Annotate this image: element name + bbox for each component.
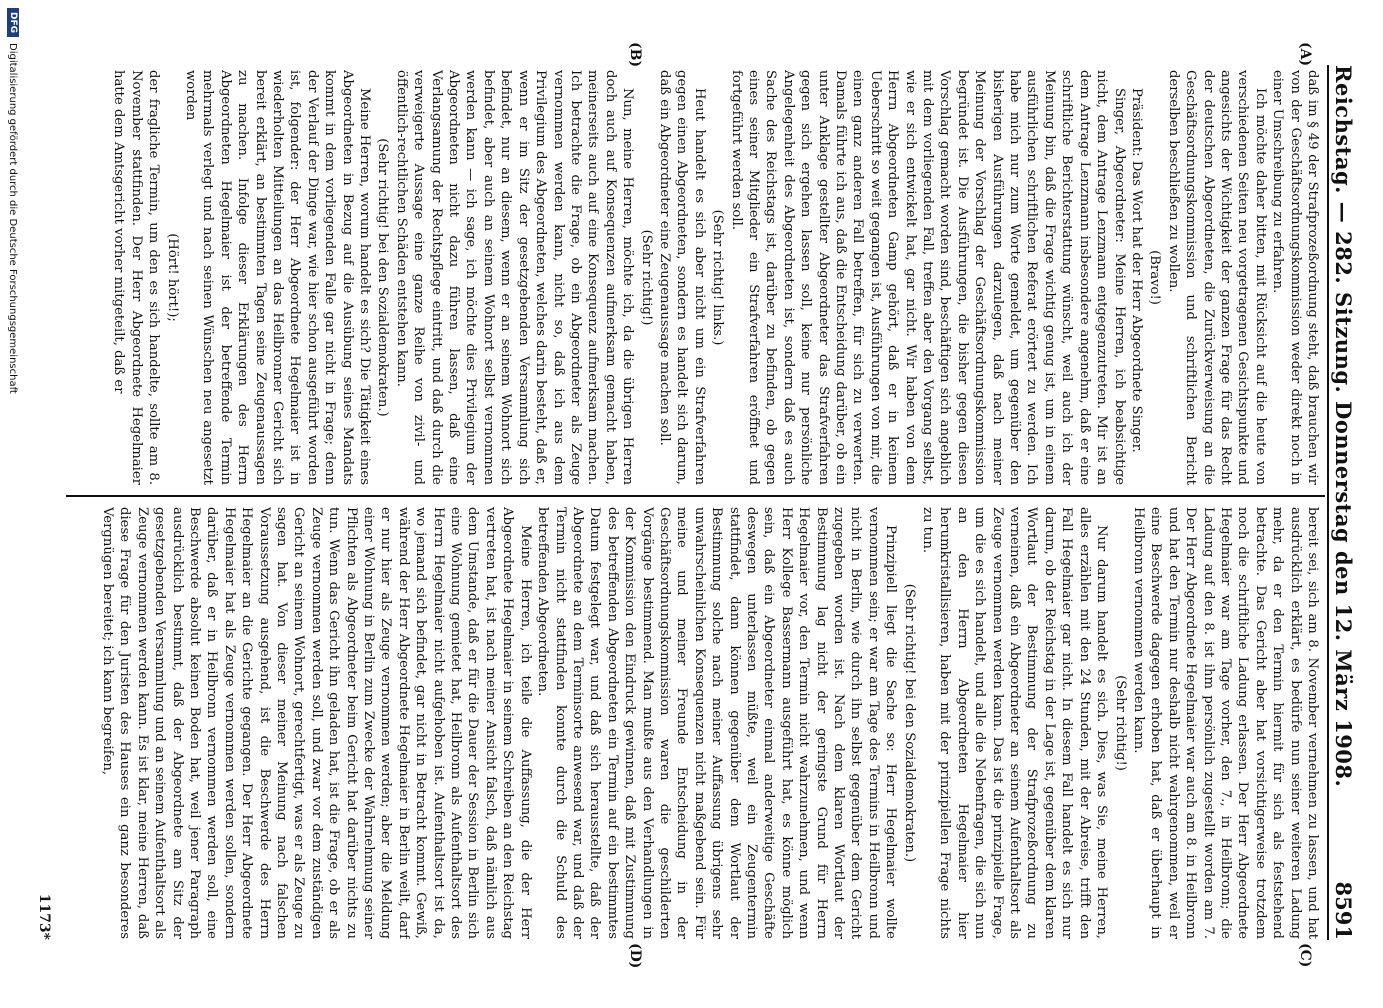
left-interjection: (Sehr richtig!) (638, 229, 654, 326)
margin-mark-d: (D) (627, 943, 643, 969)
footer-signature: 1173* (36, 893, 52, 940)
left-paragraph: Nun, meine Herren, möchte ich, da die übrigen Herren doch auch auf Konsequenzen aufmerksam gemacht haben, meinerseits auch auf eine Konsequenz aufmerksam machen. Ich betrachte die Frage, ob ein Abgeordneter als Zeuge vernommen werden kann, nicht so, daß ich aus dem Privilegium des Abgeordneten, welches darin besteht, daß er, wenn er im Sitz der gesetzgebenden Versammlung sich befindet, nur an diesem, wenn er an seinem Wohnort sich befindet, aber auch an seinem Wohnort selbst vernommen werden kann — ich sage, ich möchte dies Privilegium der Abgeordneten nicht dazu führen lassen, daß eine Verlangsamung der Rechtspflege eintritt, und daß durch die verweigerte Aussage eine ganze Reihe von zivil- und öffentlich-rechtlichen Schäden entstehen kann. (393, 70, 636, 485)
right-interjection: (Sehr richtig!) (1112, 675, 1128, 771)
right-interjection: (Sehr richtig! bei den Sozialdemokraten.) (901, 583, 917, 863)
margin-mark-a: (A) (1297, 42, 1313, 67)
right-paragraph: Nur darum handelt es sich. Dies, was Sie, meine Herren, alles erzählen mit den 24 Stunden, mit der Abreise, trifft den Fall Hegelmaier gar nicht. In diesem Fall handelt es sich nur darum, ob der Reichstag in der Lage ist, gegenüber dem klaren Wortlaut der Bestimmung der Strafprozeßordnung zu verneinen, daß ein Abgeordneter an seinem Aufenthaltsort als Zeuge vernommen werden kann. Das ist die prinzipielle Frage, um die es sich handelt, und alle die Nebenfragen, die sich nun an den Herrn Abgeordneten Hegelmaier hier herumkristallisieren, haben mit der prinzipiellen Frage nichts zu tun. (920, 507, 1110, 939)
right-paragraph: bereit sei, sich am 8. November vernehmen zu lassen, und hat ausdrücklich erklärt, es bedürfe nun seiner weiteren Ladung mehr, da er den Termin hiermit für sich als feststehend betrachte. Das Gericht aber hat vorsichtigerweise trotzdem noch die schriftliche Ladung erlassen. Der Herr Abgeordnete Hegelmaier war am Tage vorher, den 7., in Heilbronn; die Ladung auf den 8. ist ihm persönlich zugestellt worden am 7. Der Herr Abgeordnete Hegelmaier war auch am 8. in Heilbronn und hat den Termin nur deshalb nicht wahrgenommen, weil er eine Beschwerde dagegen erhoben hat, daß er überhaupt in Heilbronn vernommen werden kann. (1130, 507, 1320, 939)
left-paragraph: Singer, Abgeordneter: Meine Herren, ich beabsichtige nicht, dem Antrage Lenzmann entgegenzutreten. Mir ist an dem Antrage Lenzmann insbesondere angenehm, daß er eine schriftliche Berichterstattung wünscht, weil auch ich der Meinung bin, daß die Frage wichtig genug ist, um in einem ausführlichen schriftlichen Referat erörtert zu werden. Ich habe mich nur zum Worte gemeldet, um gegenüber den bisherigen Ausführungen darzulegen, daß nach meiner Meinung der Vorschlag der Geschäftsordnungskommission begründet ist. Die Ausführungen, die bisher gegen diesen Vorschlag gemacht worden sind, beschäftigen sich angeblich mit dem vorliegenden Fall, treffen aber den Vorgang selbst, wie er sich entwickelt hat, gar nicht. Wir haben von dem Herrn Abgeordneten Gamp gehört, daß er in keinem Ueberschritt so weit gegangen ist, Ausführungen von mir, die einen ganz anderen Fall betreffen, für sich zu verwerten. Damals führte ich aus, daß die Entscheidung darüber, ob ein unter Anklage gestellter Abgeordneter das Strafverfahren gegen sich ergehen lassen soll, keine nur persönliche Angelegenheit des Abgeordneten ist, sondern daß es auch Sache des Reichstags ist, darüber zu befinden, ob gegen eines seiner Mitglieder ein Strafverfahren eröffnet und fortgeführt werden soll. (728, 70, 1127, 485)
right-column (66, 507, 1321, 939)
page-header (1327, 65, 1365, 940)
header-page-number: 8591 (1331, 881, 1356, 940)
left-paragraph: Meine Herren, worum handelt es sich? Die Tätigkeit eines Abgeordneten in Bezug auf die Ausübung seines Mandats kommt in dem vorliegenden Falle gar nicht in Frage; denn der Verlauf der Dinge war, wie hier schon ausgeführt worden ist, folgender: der Herr Abgeordnete Hegelmaier ist in wiederholten Mitteilungen an das Heilbronner Gericht sich bereit erklärt, an bestimmten Tagen seine Zeugenaussagen zu machen. Infolge dieser Erklärungen des Herrn Abgeordneten Hegelmaier ist der betreffende Termin mehrmals verlegt und nach seinen Wünschen neu angesetzt worden (183, 70, 373, 485)
left-paragraph: Präsident: Das Wort hat der Herr Abgeordnete Singer. (1128, 88, 1144, 453)
left-interjection: (Sehr richtig! links.) (710, 209, 726, 346)
left-interjection: (Bravo!) (1147, 250, 1163, 305)
left-column (66, 70, 1321, 485)
column-divider (66, 495, 1325, 497)
left-paragraph: der fragliche Termin, um den es sich handelte, sollte am 8. November stattfinden. Der Herr Abgeordnete Hegelmaier hatte dem Amtsgericht vorher mitgeteilt, daß er (111, 70, 162, 485)
credit-text: Digitalisierung gefördert durch die Deutsche Forschungsgemeinschaft (7, 43, 19, 394)
left-paragraph: Heut handelt es sich aber nicht um ein Strafverfahren gegen einen Abgeordneten, sondern es handelt sich darum, daß ein Abgeordneter eine Zeugenaussage machen soll. (656, 70, 707, 485)
right-paragraph: Meine Herren, ich teile die Auffassung, die der Herr Abgeordnete Hegelmaier in seinem Schreiben an den Reichstag vertreten hat, ist nach meiner Ansicht falsch, daß nämlich aus dem Umstande, daß er für die Dauer der Session in Berlin sich eine Wohnung gemietet hat, Heilbronn als Aufenthaltsort des Herrn Hegelmaier nicht aufgehoben ist. Aufenthaltsort ist da, wo jemand sich befindet, gar nicht in Betracht kommt. Gewiß, während der Herr Abgeordnete Hegelmaier in Berlin weilt, darf er nur hier als Zeuge vernommen werden; aber die Meldung einer Wohnung in Berlin zum Zwecke der Wahrnehmung seiner Pflichten als Abgeordneter beim Gericht hat darüber nichts zu tun. Wenn das Gericht ihn geladen hat, ist die Frage, ob er als Zeuge vernommen werden soll, und zwar vor dem zuständigen Gericht an seinem Wohnort, gerechtfertigt, was er als Zeuge zu sagen hat. Von dieser meiner Meinung nach falschen Voraussetzung ausgehend, ist die Beschwerde des Herrn Hegelmaier an die Gerichte gegangen. Der Herr Abgeordnete Hegelmaier hat als Zeuge vernommen werden sollen, sondern darüber, daß er in Heilbronn vernommen werden soll, eine Beschwerde absolut keinen Boden hat, weil jener Paragraph ausdrücklich bestimmt, daß der Abgeordnete am Sitz der gesetzgebenden Versammlung und an seinem Aufenthaltsort als Zeuge vernommen werden kann. Es ist klar, meine Herren, daß diese Frage für den Juristen des Hauses ein ganz besonderes Vergnügen bereitet; ich kann begreifen, (99, 507, 533, 939)
left-interjection: (Hört! hört!); (164, 233, 180, 322)
left-interjection: (Sehr richtig! bei den Sozialdemokraten.) (375, 138, 391, 417)
header-title: Reichstag. — 282. Sitzung. Donnerstag den 12. März 1908. (1331, 65, 1356, 788)
margin-mark-b: (B) (627, 42, 643, 68)
dfg-logo: DFG (7, 8, 19, 37)
right-paragraph: Prinzipiell liegt die Sache so: Herr Hegelmaier wollte vernommen sein; er war am Tage des Termins in Heilbronn und nicht in Berlin, wie durch ihn selbst gegenüber dem Gericht zugegeben worden ist. Nach dem klaren Wortlaut der Bestimmung lag nicht der geringste Grund für Herrn Hegelmaier vor, den Termin nicht wahrzunehmen, und wenn Herr Kollege Bassermann ausgeführt hat, es könne möglich sein, daß ein Abgeordneter einmal anderweitige Geschäfte deswegen unterlassen müßte, weil ein Zeugentermin stattfindet, dann können gegenüber dem Wortlaut der Bestimmung solche nach meiner Auffassung übrigens sehr unwahrscheinlichen Konsequenzen nicht maßgebend sein. Für meine und meiner Freunde Entscheidung in der Geschäftsordnungskommission waren die geschilderten Vorgänge bestimmend. Man mußte aus den Verhandlungen in der Kommission den Eindruck gewinnen, daß mit Zustimmung des betreffenden Abgeordneten ein Termin auf ein bestimmtes Datum festgelegt war, und daß sich herausstellte, daß der Abgeordnete an dem Terminsorte anwesend war, und daß der Termin nicht stattfinden konnte durch die Schuld des betreffenden Abgeordneten. (535, 507, 899, 939)
margin-mark-c: (C) (1297, 943, 1313, 968)
left-paragraph: Ich möchte daher bitten, mit Rücksicht auf die heute von verschiedenen Seiten neu vorgetragenen Gesichtspunkte und angesichts der Wichtigkeit der ganzen Frage für das Recht der deutschen Abgeordneten, die Zurückverweisung an die Geschäftsordnungskommission und schriftlichen Bericht derselben beschließen zu wollen. (1165, 70, 1268, 485)
left-paragraph: daß im § 49 der Strafprozeßordnung steht, daß brauchen wir von der Geschäftsordnungskommission weder direkt noch in einer Umschreibung zu erfahren. (1270, 70, 1320, 485)
digitization-credit (2, 0, 24, 1008)
